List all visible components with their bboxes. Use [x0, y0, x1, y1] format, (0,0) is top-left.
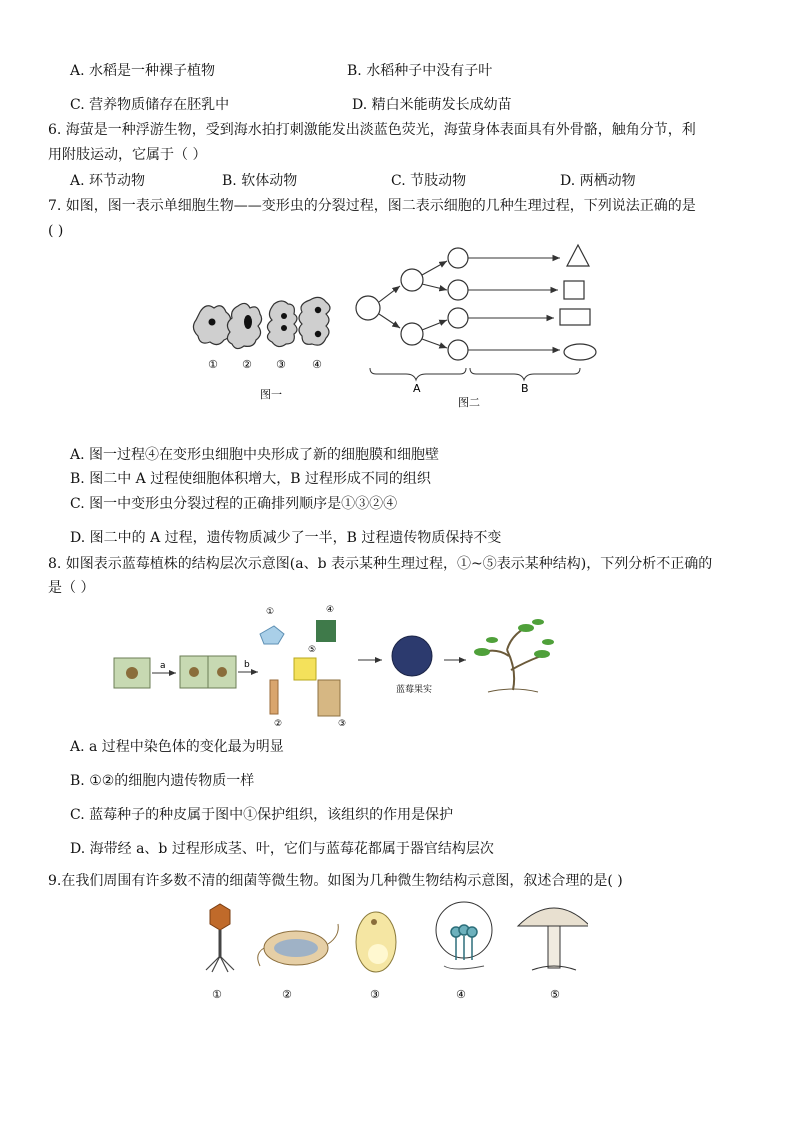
q6-option-a: A. 环节动物 [70, 173, 146, 189]
q5-option-d: D. 精白米能萌发长成幼苗 [352, 97, 512, 113]
fig9-number-2: ② [282, 988, 292, 1001]
fig8-number-3: ③ [338, 719, 347, 729]
q6-stem-line1: 6. 海萤是一种浮游生物，受到海水拍打刺激能发出淡蓝色荧光，海萤身体表面具有外骨骼，触角分节，利 [48, 122, 696, 138]
q8-option-c: C. 蓝莓种子的种皮属于图中①保护组织，该组织的作用是保护 [70, 807, 454, 823]
fig8-fruit-label: 蓝莓果实 [396, 685, 433, 695]
fig1-number-3: ③ [276, 358, 286, 371]
fig8-number-4: ④ [326, 605, 335, 615]
cell-process-figure [350, 240, 610, 410]
q6-option-d: D. 两栖动物 [560, 173, 636, 189]
microorganisms-figure [188, 896, 588, 1006]
fig9-number-5: ⑤ [550, 988, 560, 1001]
fig9-number-1: ① [212, 988, 222, 1001]
fig1-caption: 图一 [260, 388, 282, 401]
fig1-number-4: ④ [312, 358, 322, 371]
fig8-number-1: ① [266, 607, 275, 617]
fig2-label-b: B [521, 382, 529, 395]
blueberry-structure-figure [108, 600, 578, 730]
q6-stem-line2: 用附肢运动，它属于（ ） [48, 147, 207, 163]
q5-option-c: C. 营养物质储存在胚乳中 [70, 97, 230, 113]
q5-option-b: B. 水稻种子中没有子叶 [347, 63, 493, 79]
q7-option-a: A. 图一过程④在变形虫细胞中央形成了新的细胞膜和细胞壁 [70, 447, 440, 463]
fig8-number-2: ② [274, 719, 283, 729]
q6-option-c: C. 节肢动物 [391, 173, 467, 189]
amoeba-division-figure [190, 292, 350, 404]
fig2-label-a: A [413, 382, 421, 395]
q5-option-a: A. 水稻是一种裸子植物 [70, 63, 216, 79]
q8-option-d: D. 海带经 a、b 过程形成茎、叶，它们与蓝莓花都属于器官结构层次 [70, 841, 494, 857]
q6-option-b: B. 软体动物 [222, 173, 298, 189]
q7-stem-line2: ( ) [48, 223, 64, 239]
q7-option-d: D. 图二中的 A 过程，遗传物质减少了一半，B 过程遗传物质保持不变 [70, 530, 502, 546]
fig1-number-1: ① [208, 358, 218, 371]
q7-stem-line1: 7. 如图，图一表示单细胞生物——变形虫的分裂过程，图二表示细胞的几种生理过程，下列说法正确的是 [48, 198, 696, 214]
q7-option-c: C. 图一中变形虫分裂过程的正确排列顺序是①③②④ [70, 496, 398, 512]
q8-stem-line1: 8. 如图表示蓝莓植株的结构层次示意图(a、b 表示某种生理过程，①~⑤表示某种结构)，下列分析不正确的 [48, 556, 713, 572]
fig8-label-b: b [244, 660, 250, 670]
fig1-number-2: ② [242, 358, 252, 371]
q8-stem-line2: 是（ ） [48, 580, 95, 596]
fig2-caption: 图二 [458, 396, 480, 409]
fig8-label-a: a [160, 661, 166, 671]
q8-option-a: A. a 过程中染色体的变化最为明显 [70, 739, 284, 755]
fig8-number-5: ⑤ [308, 645, 317, 655]
q7-option-b: B. 图二中 A 过程使细胞体积增大，B 过程形成不同的组织 [70, 471, 431, 487]
fig9-number-3: ③ [370, 988, 380, 1001]
q9-stem: 9.在我们周围有许多数不清的细菌等微生物。如图为几种微生物结构示意图，叙述合理的是( ) [48, 873, 623, 889]
q8-option-b: B. ①②的细胞内遗传物质一样 [70, 773, 255, 789]
fig9-number-4: ④ [456, 988, 466, 1001]
